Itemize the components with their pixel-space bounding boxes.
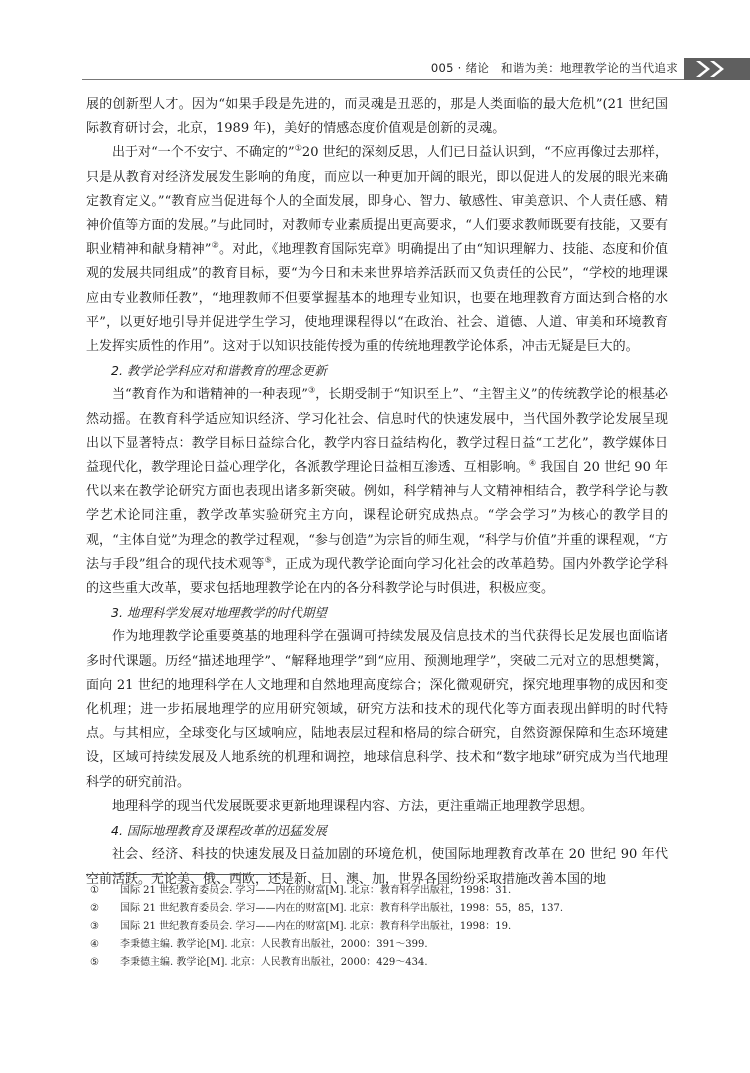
paragraph bbox=[86, 141, 668, 359]
text-run: ，正成为现代教学论面向学习化社会的改革趋势。国内外教学论学科的这些重大改革，要求包括地理教学论在内的各分科教学论与时俱进，积极应变。 bbox=[86, 556, 668, 597]
footnote bbox=[86, 900, 668, 918]
paragraph: 地理科学的现当代发展既要求更新地理课程内容、方法，更注重端正地理教学思想。 bbox=[112, 798, 594, 814]
footnote-ref[interactable]: ④ bbox=[528, 458, 537, 468]
section-heading: 2. 教学论学科应对和谐教育的理念更新 bbox=[111, 363, 327, 379]
text-run: 我国自 20 世纪 90 年代以来在教学论研究方面也表现出诸多新突破。例如，科学精神与人文精神相结合，教学科学论与教学艺术论同注重，教学改革实验研究主方向，课程论研究成热点。“学会学习”为核心的教学目的观，“主体自觉”为理念的教学过程观，“参与创造”为宗旨的师生观，“科学与价值”并重的课程观，“方法与手段”组合的现代技术观等 bbox=[86, 460, 668, 572]
footnote-divider bbox=[86, 874, 286, 875]
footnote bbox=[86, 882, 668, 900]
footnote bbox=[86, 954, 668, 972]
footnote bbox=[86, 918, 668, 936]
paragraph: 社会、经济、科技的快速发展及日益加剧的环境危机，使国际地理教育改革在 20 世纪 90 年代空前活跃。无论美、俄、西欧，还是新、日、澳、加，世界各国纷纷采取措施改善本国的地 bbox=[86, 847, 668, 887]
header-title: 005 · 绪论 和谐为美：地理教学论的当代追求 bbox=[430, 61, 678, 75]
footnotes bbox=[86, 882, 668, 972]
footnote bbox=[86, 936, 668, 954]
footnote-ref[interactable]: ② bbox=[211, 240, 220, 250]
text-run: 。对此，《地理教育国际宪章》明确提出了由“知识理解力、技能、态度和价值观的发展共同组成”的教育目标，要“为今日和未来世界培养活跃而又负责任的公民”，“学校的地理课应由专业教师任教”，“地理教师不但要掌握基本的地理专业知识，也要在地理教育方面达到合格的水平”，以更好地引导并促进学生学习，使地理课程得以“在政治、社会、道德、人道、审美和环境教育上发挥实质性的作用”。这对于以知识技能传授为重的传统地理教学论体系，冲击无疑是巨大的。 bbox=[86, 242, 668, 355]
text-run: 20 世纪的深刻反思，人们已日益认识到，“不应再像过去那样，只是从教育对经济发展发生影响的角度，而应以一种更加开阔的眼光，即以促进人的发展的眼光来确定教育定义。”“教育应当促进每个人的全面发展，即身心、智力、敏感性、审美意识、个人责任感、精神价值等方面的发展。”与此同时，对教师专业素质提出更高要求，“人们要求教师既要有技能，又要有职业精神和献身精神” bbox=[86, 145, 668, 258]
footnote-text: 国际 21 世纪教育委员会. 学习——内在的财富[M]. 北京：教育科学出版社，1998：55，85，137. bbox=[120, 903, 564, 914]
footnote-mark: ① bbox=[90, 885, 99, 896]
section-heading: 3. 地理科学发展对地理教学的时代期望 bbox=[111, 605, 327, 621]
footnote-ref[interactable]: ③ bbox=[307, 386, 316, 396]
paragraph: 展的创新型人才。因为“如果手段是先进的，而灵魂是丑恶的，那是人类面临的最大危机”(21 世纪国际教育研讨会，北京，1989 年)，美好的情感态度价值观是创新的灵魂。 bbox=[86, 97, 668, 137]
footnote-ref[interactable]: ⑤ bbox=[264, 555, 272, 565]
footnote-ref[interactable]: ① bbox=[294, 144, 302, 154]
text-run: 当“教育作为和谐精神的一种表现” bbox=[112, 387, 308, 403]
footnote-mark: ③ bbox=[90, 921, 99, 932]
footnote-mark: ② bbox=[90, 903, 99, 914]
section-heading: 4. 国际地理教育及课程改革的迅猛发展 bbox=[111, 823, 327, 839]
text-run: ，长期受制于“知识至上”、“主智主义”的传统教学论的根基必然动摇。在教育科学适应知识经济、学习化社会、信息时代的快速发展中，当代国外教学论发展呈现出以下显著特点：教学目标日益综合化，教学内容日益结构化，教学过程日益“工艺化”，教学媒体日益现代化，教学理论日益心理学化，各派教学理论日益相互渗透、互相影响。 bbox=[86, 387, 669, 476]
paragraph bbox=[86, 383, 668, 601]
main-text bbox=[86, 93, 668, 892]
running-header bbox=[0, 58, 750, 80]
text-run: 出于对“一个不安宁、不确定的” bbox=[112, 145, 295, 161]
double-chevron-right-icon bbox=[684, 58, 750, 80]
footnote-text: 李秉德主编. 教学论[M]. 北京：人民教育出版社，2000：429～434. bbox=[120, 957, 428, 968]
header-divider bbox=[82, 79, 684, 80]
footnote-mark: ④ bbox=[90, 939, 99, 950]
paragraph: 作为地理教学论重要奠基的地理科学在强调可持续发展及信息技术的当代获得长足发展也面临诸多时代课题。历经“描述地理学”、“解释地理学”到“应用、预测地理学”，突破二元对立的思想樊篱，面向 21 世纪的地理科学在人文地理和自然地理高度综合；深化微观研究，探究地理事物的成因和变化机理；进一步拓展地理学的应用研究领域，研究方法和技术的现代化等方面表现出鲜明的时代特点。与其相应，全球变化与区域响应，陆地表层过程和格局的综合研究，自然资源保障和生态环境建设，区域可持续发展及人地系统的机理和调控，地球信息科学、技术和“数字地球”研究成为当代地理科学的研究前沿。 bbox=[86, 629, 668, 790]
footnote-text: 国际 21 世纪教育委员会. 学习——内在的财富[M]. 北京：教育科学出版社，1998：31. bbox=[120, 885, 512, 896]
footnote-mark: ⑤ bbox=[90, 957, 99, 968]
footnote-text: 李秉德主编. 教学论[M]. 北京：人民教育出版社，2000：391～399. bbox=[120, 939, 428, 950]
footnote-text: 国际 21 世纪教育委员会. 学习——内在的财富[M]. 北京：教育科学出版社，1998：19. bbox=[120, 921, 512, 932]
